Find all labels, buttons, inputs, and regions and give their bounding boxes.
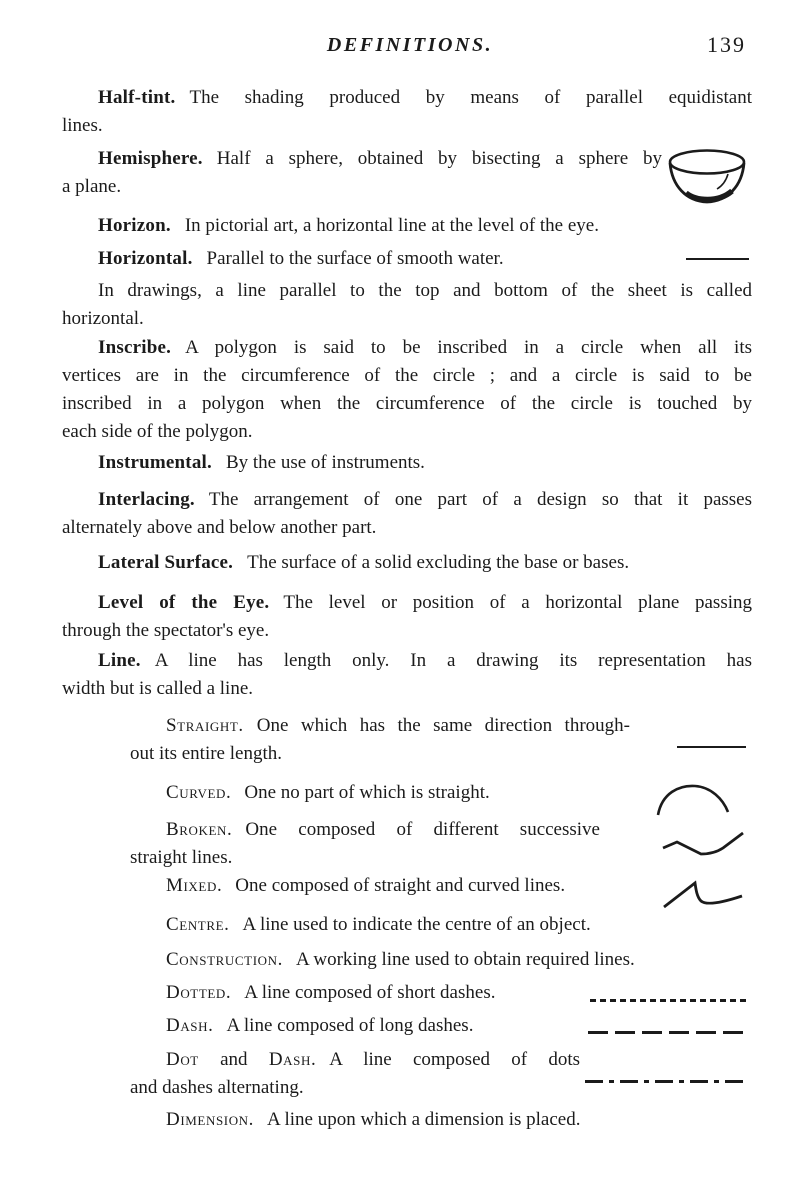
- definition-text: width but is called a line.: [62, 678, 254, 699]
- entry-line-broken: [130, 816, 600, 872]
- horizontal-line-drawing: [686, 258, 749, 260]
- entry-inscribe: [62, 334, 752, 446]
- term-label: and: [198, 1049, 269, 1070]
- definition-text: a plane.: [62, 176, 122, 197]
- entry-line-construction: [130, 946, 750, 974]
- definition-text: A line has length only. In a drawing its representation has: [154, 650, 752, 671]
- definition-text: out its entire length.: [130, 743, 282, 764]
- term-label: Dimension.: [166, 1109, 255, 1130]
- term-label: Hemisphere.: [98, 148, 203, 169]
- definition-text: In pictorial art, a horizontal line at the level of the eye.: [184, 215, 599, 236]
- term-label: Broken.: [166, 819, 233, 840]
- term-label: Horizon.: [98, 215, 171, 236]
- entry-line-centre: [130, 911, 750, 939]
- definition-text: inscribed in a polygon when the circumference of the circle is touched by: [62, 393, 752, 414]
- term-label: Curved.: [166, 782, 232, 803]
- page-title: DEFINITIONS.: [326, 34, 494, 56]
- definition-text: vertices are in the circumference of the circle ; and a circle is said to be: [62, 365, 752, 386]
- term-label: Dot: [166, 1049, 199, 1070]
- term-label: Lateral Surface.: [98, 552, 234, 573]
- definition-text: One composed of straight and curved lines.: [235, 875, 566, 896]
- definition-text: A line composed of dots: [329, 1049, 581, 1070]
- entry-horizontal: [62, 245, 682, 273]
- definition-text: By the use of instruments.: [225, 452, 425, 473]
- paragraph-text: horizontal.: [62, 308, 144, 329]
- entry-line-dot-and-dash: [130, 1046, 580, 1102]
- definition-text: A line upon which a dimension is placed.: [267, 1109, 581, 1130]
- broken-line-drawing: [661, 828, 747, 860]
- term-label: Level of the Eye.: [98, 592, 270, 613]
- term-label: Line.: [98, 650, 141, 671]
- definition-text: A line used to indicate the centre of an object.: [242, 914, 591, 935]
- term-label: Construction.: [166, 949, 283, 970]
- definition-text: through the spectator's eye.: [62, 620, 270, 641]
- definition-text: A line composed of long dashes.: [226, 1015, 474, 1036]
- entry-line: [62, 647, 752, 703]
- straight-line-drawing: [677, 746, 746, 748]
- page-number: 139: [707, 32, 746, 57]
- definition-text: One no part of which is straight.: [244, 782, 490, 803]
- paragraph-horizontal-note: [62, 277, 752, 333]
- term-label: Dash.: [268, 1049, 317, 1070]
- definition-text: lines.: [62, 115, 103, 136]
- entry-instrumental: [62, 449, 752, 477]
- term-label: Horizontal.: [98, 248, 193, 269]
- entry-interlacing: [62, 486, 752, 542]
- entry-line-straight: [130, 712, 630, 768]
- entry-line-mixed: [130, 872, 750, 900]
- entry-lateral-surface: [62, 549, 752, 577]
- definition-text: The shading produced by means of parallel equidistant: [189, 87, 752, 108]
- term-label: Dotted.: [166, 982, 232, 1003]
- dotted-line-drawing: [590, 999, 748, 1002]
- term-label: Straight.: [166, 715, 244, 736]
- definition-text: A working line used to obtain required lines.: [295, 949, 635, 970]
- definition-text: The level or position of a horizontal plane passing: [283, 592, 752, 613]
- term-label: Inscribe.: [98, 337, 172, 358]
- dot-and-dash-line-drawing: [585, 1080, 745, 1083]
- paragraph-text: In drawings, a line parallel to the top and bottom of the sheet is called: [98, 280, 752, 301]
- term-label: Dash.: [166, 1015, 214, 1036]
- definition-text: One composed of different successive: [245, 819, 600, 840]
- definition-text: One which has the same direction through-: [256, 715, 630, 736]
- mixed-line-drawing: [662, 880, 744, 912]
- term-label: Mixed.: [166, 875, 223, 896]
- definition-text: alternately above and below another part.: [62, 517, 377, 538]
- entry-half-tint: [62, 84, 752, 140]
- entry-line-dimension: [130, 1106, 750, 1134]
- term-label: Instrumental.: [98, 452, 212, 473]
- entry-level-of-the-eye: [62, 589, 752, 645]
- term-label: Interlacing.: [98, 489, 195, 510]
- term-label: Centre.: [166, 914, 230, 935]
- definition-text: A polygon is said to be inscribed in a circle when all its: [185, 337, 752, 358]
- definition-text: Parallel to the surface of smooth water.: [206, 248, 504, 269]
- entry-horizon: [62, 212, 752, 240]
- curved-line-drawing: [655, 783, 731, 817]
- definition-text: Half a sphere, obtained by bisecting a sphere by: [216, 148, 662, 169]
- definition-text: The surface of a solid excluding the base or bases.: [247, 552, 630, 573]
- entry-hemisphere: [62, 145, 662, 201]
- definition-text: and dashes alternating.: [130, 1077, 304, 1098]
- entry-line-dash: [130, 1012, 750, 1040]
- definition-text: The arrangement of one part of a design so that it passes: [208, 489, 752, 510]
- dash-line-drawing: [588, 1031, 749, 1034]
- entry-line-dotted: [130, 979, 750, 1007]
- definition-text: each side of the polygon.: [62, 421, 253, 442]
- term-label: Half-tint.: [98, 87, 176, 108]
- definition-text: straight lines.: [130, 847, 233, 868]
- hemisphere-drawing: [666, 148, 750, 208]
- definition-text: A line composed of short dashes.: [244, 982, 496, 1003]
